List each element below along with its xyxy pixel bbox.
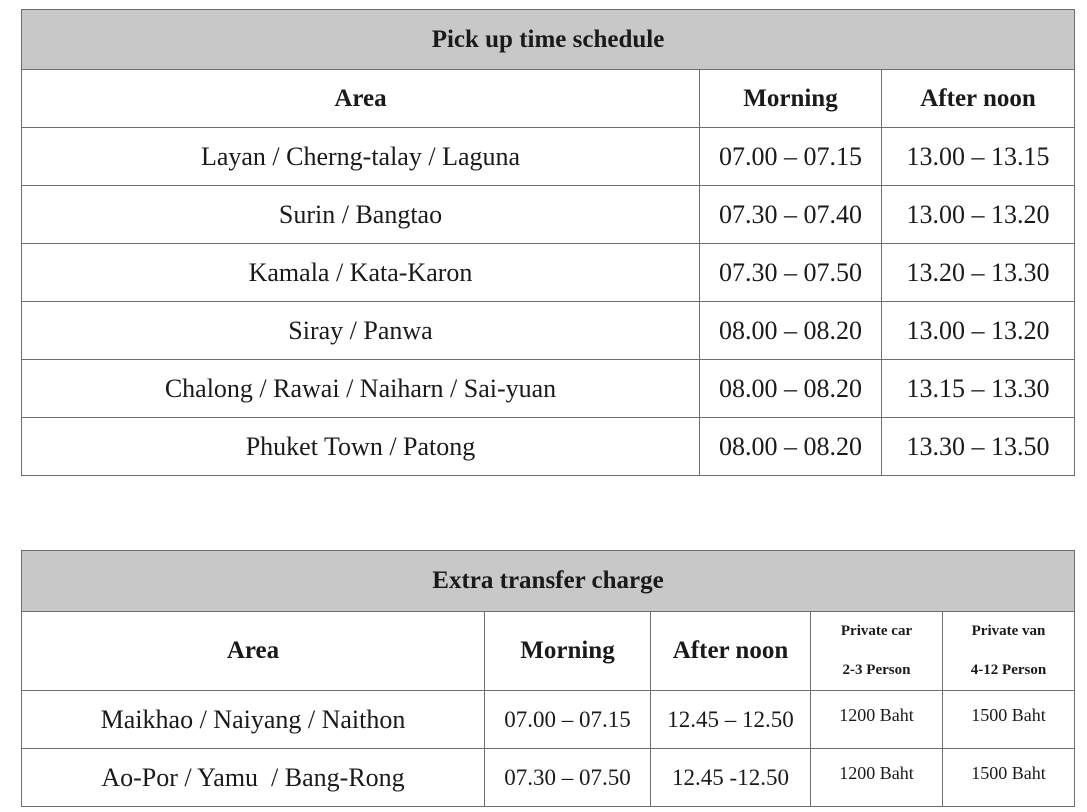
private-van-price-cell: 1500 Baht bbox=[943, 691, 1075, 749]
extra-header-afternoon: After noon bbox=[651, 612, 811, 691]
extra-header-private-car bbox=[811, 612, 943, 691]
pickup-table-title: Pick up time schedule bbox=[22, 10, 1075, 70]
area-cell: Kamala / Kata-Karon bbox=[22, 244, 700, 302]
table-row bbox=[22, 691, 1075, 749]
pickup-schedule-table bbox=[21, 9, 1075, 476]
area-cell: Ao-Por / Yamu / Bang-Rong bbox=[22, 749, 485, 807]
private-car-price-cell: 1200 Baht bbox=[811, 691, 943, 749]
table-row bbox=[22, 244, 1075, 302]
morning-time-cell: 08.00 – 08.20 bbox=[700, 302, 882, 360]
table-row bbox=[22, 360, 1075, 418]
morning-time-cell: 08.00 – 08.20 bbox=[700, 360, 882, 418]
private-van-capacity: 4-12 Person bbox=[970, 662, 1047, 678]
private-car-label: Private car bbox=[840, 623, 913, 639]
afternoon-time-cell: 12.45 – 12.50 bbox=[651, 691, 811, 749]
afternoon-time-cell: 13.00 – 13.20 bbox=[882, 186, 1075, 244]
table-row bbox=[22, 186, 1075, 244]
table-row bbox=[22, 128, 1075, 186]
afternoon-time-cell: 13.15 – 13.30 bbox=[882, 360, 1075, 418]
morning-time-cell: 07.00 – 07.15 bbox=[700, 128, 882, 186]
area-cell: Siray / Panwa bbox=[22, 302, 700, 360]
extra-header-private-van bbox=[943, 612, 1075, 691]
area-cell: Surin / Bangtao bbox=[22, 186, 700, 244]
extra-header-morning: Morning bbox=[485, 612, 651, 691]
private-van-price-cell: 1500 Baht bbox=[943, 749, 1075, 807]
pickup-header-morning: Morning bbox=[700, 70, 882, 128]
table-row bbox=[22, 749, 1075, 807]
morning-time-cell: 07.30 – 07.40 bbox=[700, 186, 882, 244]
afternoon-time-cell: 13.20 – 13.30 bbox=[882, 244, 1075, 302]
morning-time-cell: 07.30 – 07.50 bbox=[485, 749, 651, 807]
table-row bbox=[22, 302, 1075, 360]
morning-time-cell: 07.30 – 07.50 bbox=[700, 244, 882, 302]
morning-time-cell: 08.00 – 08.20 bbox=[700, 418, 882, 476]
afternoon-time-cell: 13.30 – 13.50 bbox=[882, 418, 1075, 476]
private-van-label: Private van bbox=[971, 623, 1046, 639]
afternoon-time-cell: 12.45 -12.50 bbox=[651, 749, 811, 807]
extra-transfer-charge-table bbox=[21, 550, 1075, 807]
area-cell: Chalong / Rawai / Naiharn / Sai-yuan bbox=[22, 360, 700, 418]
private-car-price-cell: 1200 Baht bbox=[811, 749, 943, 807]
private-car-capacity: 2-3 Person bbox=[842, 662, 911, 678]
area-cell: Maikhao / Naiyang / Naithon bbox=[22, 691, 485, 749]
extra-table-title: Extra transfer charge bbox=[22, 551, 1075, 612]
morning-time-cell: 07.00 – 07.15 bbox=[485, 691, 651, 749]
area-cell: Phuket Town / Patong bbox=[22, 418, 700, 476]
afternoon-time-cell: 13.00 – 13.15 bbox=[882, 128, 1075, 186]
afternoon-time-cell: 13.00 – 13.20 bbox=[882, 302, 1075, 360]
area-cell: Layan / Cherng-talay / Laguna bbox=[22, 128, 700, 186]
extra-header-area: Area bbox=[22, 612, 485, 691]
table-row bbox=[22, 418, 1075, 476]
pickup-header-area: Area bbox=[22, 70, 700, 128]
pickup-header-afternoon: After noon bbox=[882, 70, 1075, 128]
